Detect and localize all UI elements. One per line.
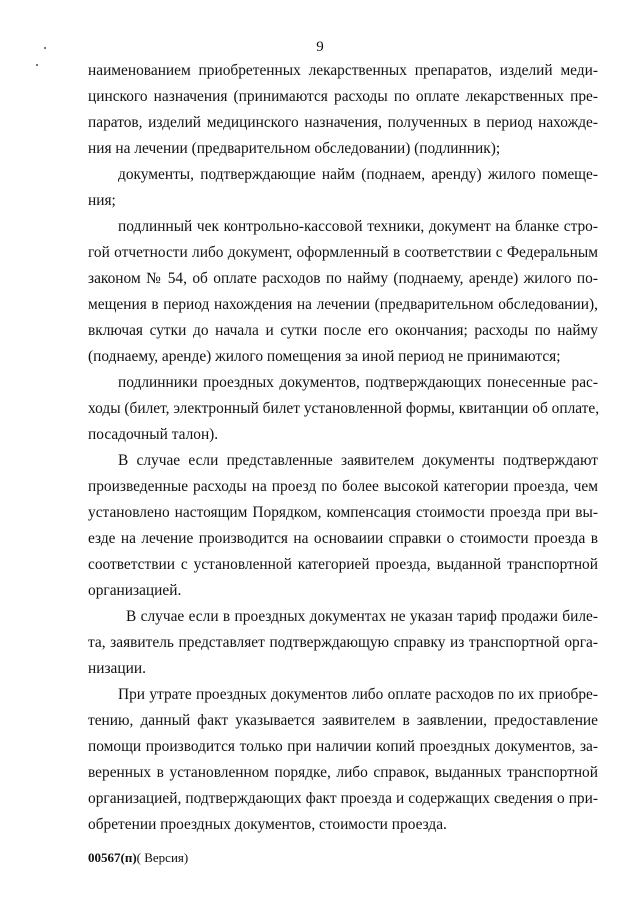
- text-line: обретении проездных документов, стоимости проезда.: [88, 816, 447, 833]
- page-number: 9: [316, 39, 324, 55]
- scan-artifact: [36, 64, 38, 66]
- text-line: В случае если в проездных документах не указан тариф продажи биле-: [126, 608, 598, 625]
- text-line: езде на лечение производится на основаиии справки о стоимости проезда в: [88, 530, 598, 547]
- text-line: паратов, изделий медицинского назначения, полученных в период нахожде-: [88, 114, 598, 131]
- text-line: ходы (билет, электронный билет установленной формы, квитанции об оплате,: [88, 400, 600, 417]
- text-line: организацией.: [88, 582, 182, 599]
- text-line: В случае если представленные заявителем документы подтверждают: [118, 452, 598, 469]
- text-line: произведенные расходы на проезд по более высокой категории проезда, чем: [88, 478, 598, 495]
- text-line: низации.: [88, 660, 146, 677]
- text-line: организацией, подтверждающих факт проезда и содержащих сведения о при-: [88, 790, 598, 807]
- text-line: веренных в установленном порядке, либо справок, выданных транспортной: [88, 764, 598, 781]
- document-footer: [88, 850, 188, 866]
- text-line: законом № 54, об оплате расходов по найму (поднаему, аренде) жилого по-: [88, 270, 598, 287]
- text-line: соответствии с установленной категорией проезда, выданной транспортной: [88, 556, 598, 573]
- text-line: установлено настоящим Порядком, компенсация стоимости проезда при вы-: [88, 504, 598, 521]
- text-line: тению, данный факт указывается заявителем в заявлении, предоставление: [88, 712, 598, 729]
- document-body: [88, 58, 598, 838]
- text-line: помощи производится только при наличии копий проездных документов, за-: [88, 738, 598, 755]
- text-line: ния;: [88, 192, 116, 209]
- text-line: (поднаему, аренде) жилого помещения за иной период не принимаются;: [88, 348, 561, 365]
- text-line: При утрате проездных документов либо оплате расходов по их приобре-: [118, 686, 598, 703]
- text-line: подлинники проездных документов, подтверждающих понесенные рас-: [118, 374, 598, 391]
- document-code: 00567(п): [88, 850, 137, 865]
- text-line: посадочный талон).: [88, 426, 219, 443]
- text-line: та, заявитель представляет подтверждающую справку из транспортной орга-: [88, 634, 598, 651]
- text-line: документы, подтверждающие найм (поднаем, аренду) жилого помеще-: [118, 166, 598, 183]
- text-line: включая сутки до начала и сутки после его окончания; расходы по найму: [88, 322, 598, 339]
- text-line: мещения в период нахождения на лечении (предварительном обследовании),: [88, 296, 598, 313]
- text-line: гой отчетности либо документ, оформленный в соответствии с Федеральным: [88, 244, 598, 261]
- text-line: цинского назначения (принимаются расходы по оплате лекарственных пре-: [88, 88, 598, 105]
- text-line: наименованием приобретенных лекарственных препаратов, изделий меди-: [88, 62, 598, 79]
- text-line: подлинный чек контрольно-кассовой техники, документ на бланке стро-: [118, 218, 598, 235]
- text-line: ния на лечении (предварительном обследовании) (подлинник);: [88, 140, 501, 157]
- document-version: ( Версия): [136, 850, 189, 865]
